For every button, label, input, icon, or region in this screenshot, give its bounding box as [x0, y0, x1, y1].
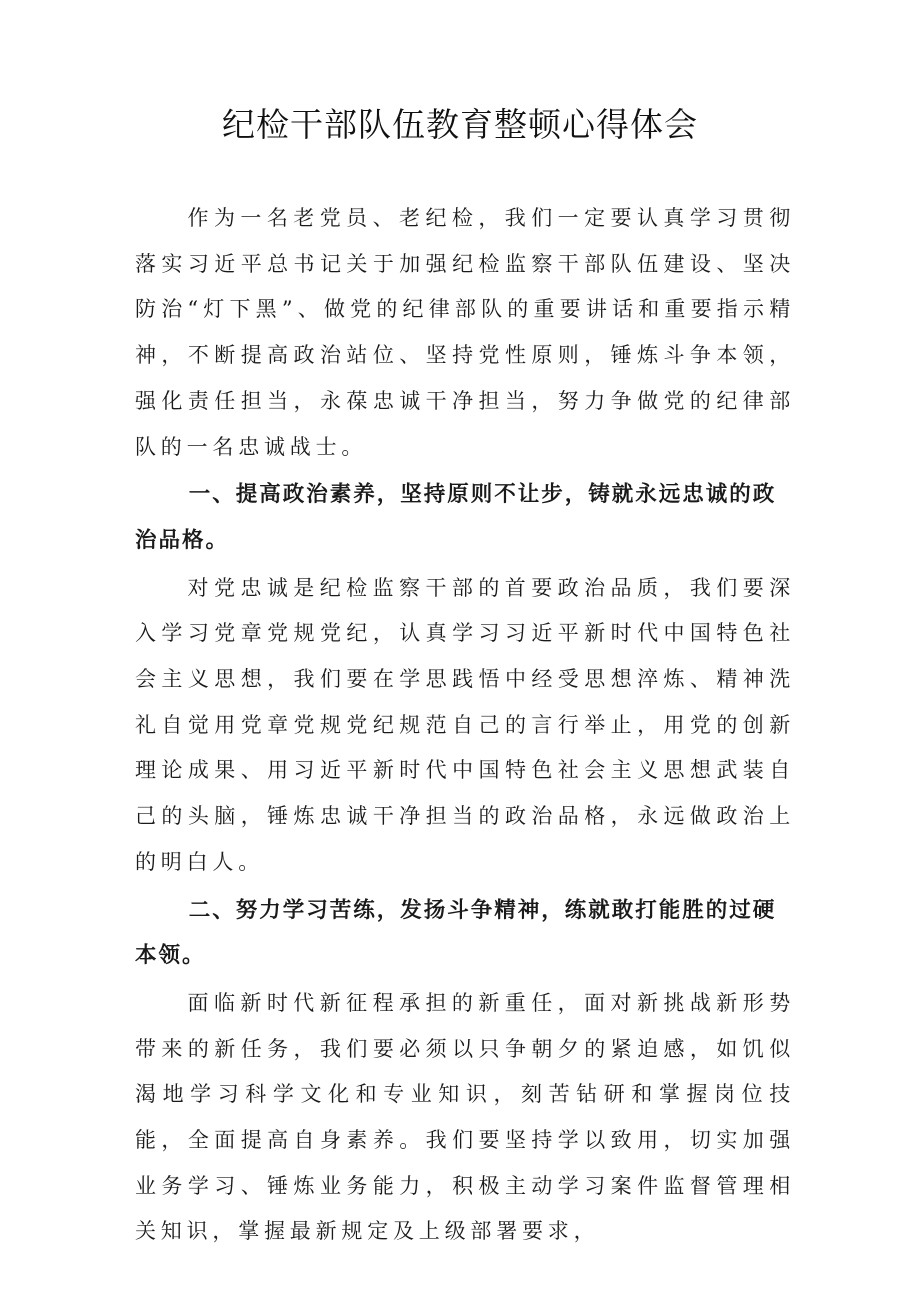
- section-1-heading: 一、提高政治素养，坚持原则不让步，铸就永远忠诚的政治品格。: [135, 482, 777, 553]
- section-1-paragraph: 对党忠诚是纪检监察干部的首要政治品质，我们要深入学习党章党规党纪，认真学习习近平新时代中国特色社会主义思想，我们要在学思践悟中经受思想淬炼、精神洗礼自觉用党章党规党纪规范自己的言行举止，用党的创新理论成果、用习近平新时代中国特色社会主义思想武装自己的头脑，锤炼忠诚干净担当的政治品格，永远做政治上的明白人。: [135, 575, 795, 874]
- section-2-heading: 二、努力学习苦练，发扬斗争精神，练就敢打能胜的过硬本领。: [135, 897, 777, 969]
- document-body: [135, 196, 795, 1255]
- document-title: 纪检干部队伍教育整顿心得体会: [222, 105, 698, 144]
- section-2-paragraph: 面临新时代新征程承担的新重任，面对新挑战新形势带来的新任务，我们要必须以只争朝夕的紧迫感，如饥似渴地学习科学文化和专业知识，刻苦钻研和掌握岗位技能，全面提高自身素养。我们要坚持学以致用，切实加强业务学习、锤炼业务能力，积极主动学习案件监督管理相关知识，掌握最新规定及上级部署要求，: [135, 990, 795, 1244]
- intro-paragraph: 作为一名老党员、老纪检，我们一定要认真学习贯彻落实习近平总书记关于加强纪检监察干部队伍建设、坚决防治“灯下黑”、做党的纪律部队的重要讲话和重要指示精神，不断提高政治站位、坚持党性原则，锤炼斗争本领，强化责任担当，永葆忠诚干净担当，努力争做党的纪律部队的一名忠诚战士。: [135, 206, 795, 459]
